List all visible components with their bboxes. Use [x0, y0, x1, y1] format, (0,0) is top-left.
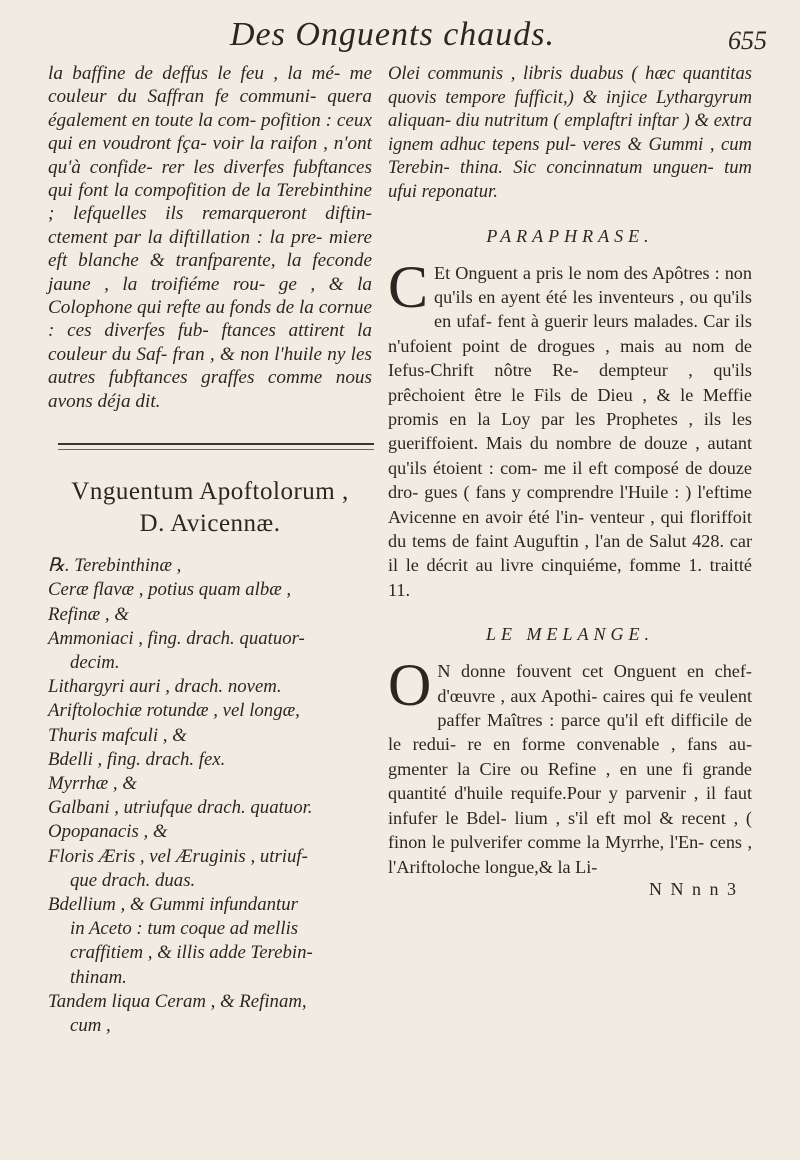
recipe-line: cum ,	[70, 1014, 111, 1036]
recipe-line: Tandem liqua Ceram , & Refinam,	[48, 990, 307, 1012]
recipe-line: Refinæ , &	[48, 603, 129, 625]
paraphrase-text: Et Onguent a pris le nom des Apôtres : non qu'ils en ayent été les inventeurs , ou qu'ils en ufaf- fent à guerir leurs malades. Car ils n'ufoient point de drogues , mais au nom de Iefus-Chrift nôtre Re- dempteur , qu'ils prêchoient être le Fils de Dieu , & le Meffie promis en la Loy par les Prophetes , ils les gueriffoient. Mais du nombre de douze , autant qu'ils étoient : com- me il eft composé de douze dro- gues ( fans y comprendre l'Huile : ) l'eftime Avicenne en avoir été l'in- venteur , qui floriffoit du tems de faint Auguftin , l'an de Salut 428. car il le décrit au livre cinquiéme, fomme 1. traitté 11.	[388, 262, 752, 600]
recipe-line: in Aceto : tum coque ad mellis	[70, 918, 299, 940]
melange-text: N donne fouvent cet Onguent en chef-d'œuvre , aux Apothi- caires qui fe veulent paffer Maîtres : parce qu'il eft difficile de le redui- re en forme convenable , fans au- gmenter la Cire ou Refine , en une fi grande quantité d'huile requife.Pour y parvenir , il faut infufer le Bdel- lium , s'il eft mol & recent , ( finon le pulverifer comme la Myrrhe, l'En- cens , l'Ariftoloche longue,& la Li-	[388, 661, 752, 877]
recipe-line: Ariftolochiæ rotundæ , vel longæ,	[48, 700, 300, 722]
signature-mark: N N n n 3	[649, 878, 738, 899]
running-head	[0, 16, 800, 62]
right-column	[388, 62, 752, 900]
recipe-line: que drach. duas.	[70, 869, 196, 891]
recipe-title-line-2: D. Avicennæ.	[139, 510, 281, 538]
recipe-line: ℞. Terebinthinæ ,	[48, 555, 182, 577]
left-column	[48, 62, 372, 1038]
recipe-line: Myrrhæ , &	[48, 772, 137, 794]
recipe-line: Bdellium , & Gummi infundantur	[48, 893, 298, 915]
melange-paragraph	[388, 652, 752, 879]
recipe-line: Opopanacis , &	[48, 821, 168, 843]
running-head-title: Des Onguents chauds.	[230, 16, 556, 53]
recipe-line: Ammoniaci , fing. drach. quatuor-	[48, 627, 305, 649]
recipe-line: Lithargyri auri , drach. novem.	[48, 676, 282, 698]
melange-heading: LE MELANGE.	[485, 624, 654, 645]
paraphrase-paragraph	[388, 253, 752, 603]
recipe-title	[48, 476, 372, 540]
section-divider	[58, 443, 374, 450]
recipe-title-line-1: Vnguentum Apoftolorum ,	[71, 478, 349, 506]
melange-dropcap: O	[388, 652, 432, 719]
recipe-line: Floris Æris , vel Æruginis , utriuf-	[48, 845, 308, 867]
recipe-line: Galbani , utriufque drach. quatuor.	[48, 797, 313, 819]
recipe-line: decim.	[70, 651, 120, 673]
recipe-line: thinam.	[70, 966, 127, 988]
page-number: 655	[728, 26, 767, 55]
recipe-line: Bdelli , fing. drach. fex.	[48, 748, 226, 770]
recipe-list	[48, 554, 372, 1038]
recipe-line: Thuris mafculi , &	[48, 724, 187, 746]
recipe-line: craffitiem , & illis adde Terebin-	[70, 942, 313, 964]
paraphrase-heading: PARAPHRASE.	[486, 225, 654, 246]
paraphrase-dropcap: C	[388, 253, 429, 320]
latin-continuation: Olei communis , libris duabus ( hæc quantitas quovis tempore fufficit,) & injice Lythargyrum aliquan- diu nutritum ( emplaftri inftar ) & extra ignem adhuc tepens pul- veres & Gummi , cum Terebin- thina. Sic concinnatum unguen- tum ufui reponatur.	[388, 63, 752, 202]
left-paragraph: la baffine de deffus le feu , la mé- me couleur du Saffran fe communi- quera également en toute la com- pofition : ceux qui en voudront fça- voir la raifon , n'ont qu'à confide- rer les diverfes fubftances qui font la compofition de la Terebinthine ; lefquelles ils remarqueront diftin- ctement par la diftillation : la pre- miere eft blanche & tranfparente, la feconde jaune , la troifiéme rou- ge , & la Colophone qui refte au fonds de la cornue : ces diverfes fub- ftances attirent la couleur du Saf- fran , & non l'huile ny les autres fubftances graffes comme nous avons déja dit.	[48, 63, 372, 412]
recipe-line: Ceræ flavæ , potius quam albæ ,	[48, 579, 292, 601]
